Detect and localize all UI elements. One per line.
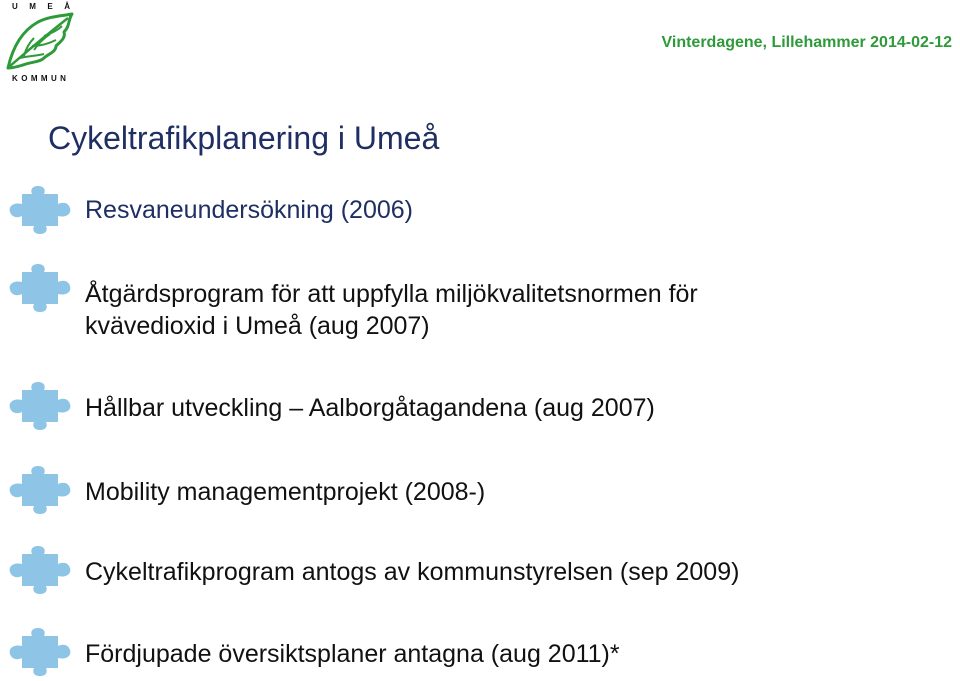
slide-title: Cykeltrafikplanering i Umeå — [48, 120, 440, 156]
umea-kommun-logo — [4, 0, 74, 84]
list-item-text: Åtgärdsprogram för att uppfylla miljökvalitetsnormen för — [85, 280, 698, 308]
puzzle-piece-icon — [8, 382, 76, 430]
list-item-text: Cykeltrafikprogram antogs av kommunstyrelsen (sep 2009) — [85, 558, 740, 586]
logo-bottom-lettering: K O M M U N — [12, 74, 66, 83]
list-item-text: Fördjupade översiktsplaner antagna (aug 2011)* — [85, 640, 620, 668]
list-item-text: Resvaneundersökning (2006) — [85, 196, 413, 224]
birch-leaf-icon — [4, 10, 76, 74]
event-date-header: Vinterdagene, Lillehammer 2014-02-12 — [661, 34, 952, 51]
puzzle-piece-icon — [8, 546, 76, 594]
puzzle-piece-icon — [8, 264, 76, 312]
puzzle-piece-icon — [8, 628, 76, 676]
puzzle-piece-icon — [8, 466, 76, 514]
list-item-text: Mobility managementprojekt (2008-) — [85, 478, 486, 506]
logo-top-lettering: U M E Å — [12, 2, 70, 11]
list-item-text: Hållbar utveckling – Aalborgåtagandena (aug 2007) — [85, 394, 655, 422]
list-item-text: kvävedioxid i Umeå (aug 2007) — [85, 312, 430, 340]
puzzle-piece-icon — [8, 186, 76, 234]
